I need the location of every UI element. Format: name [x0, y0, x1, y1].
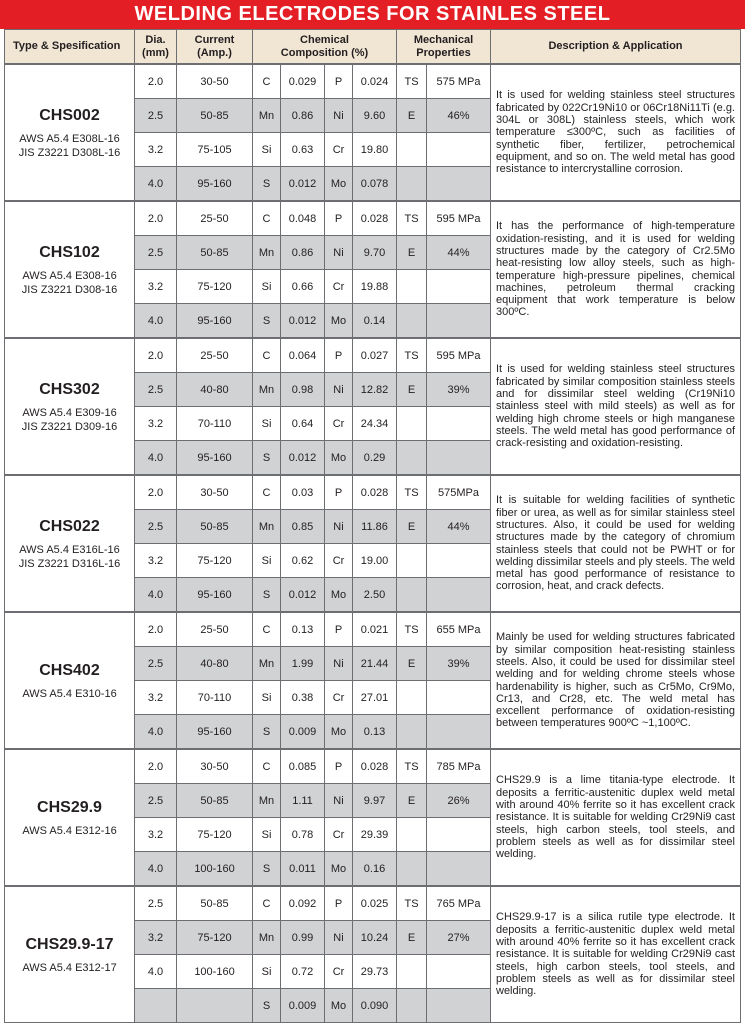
element-1-cell: Mn: [253, 921, 281, 955]
product-block: [4, 749, 741, 886]
diameter-cell: 4.0: [135, 955, 177, 989]
mech-value-cell: 595 MPa: [427, 202, 491, 236]
product-spec: AWS A5.4 E310-16: [22, 687, 117, 700]
diameter-cell: 4.0: [135, 304, 177, 338]
value-2-cell: 29.39: [353, 818, 397, 852]
value-2-cell: 0.078: [353, 167, 397, 201]
diameter-cell: 2.0: [135, 65, 177, 99]
header-current: [177, 30, 253, 64]
diameter-cell: 2.5: [135, 784, 177, 818]
element-2-cell: P: [325, 613, 353, 647]
element-1-cell: S: [253, 715, 281, 749]
mech-value-cell: 595 MPa: [427, 339, 491, 373]
mech-value-cell: [427, 578, 491, 612]
mech-property-cell: E: [397, 647, 427, 681]
product-spec: JIS Z3221 D308L-16: [18, 146, 121, 159]
product-description: It is used for welding stainless steel structures fabricated by similar composition stainless steels and for dissimilar steel welding (Cr19Ni10 stainless steel with mild steels) as well as for welding high chrome steels or high manganese steels. The weld metal has good performance of crack-resisting and oxidation-resisting.: [491, 339, 741, 475]
table-row: [5, 476, 741, 510]
value-1-cell: 0.012: [281, 167, 325, 201]
header-chemical-line1: Chemical: [300, 33, 349, 46]
mech-value-cell: 575MPa: [427, 476, 491, 510]
value-2-cell: 0.028: [353, 202, 397, 236]
mech-value-cell: 27%: [427, 921, 491, 955]
header-mechanical-line1: Mechanical: [413, 33, 474, 46]
mech-property-cell: TS: [397, 202, 427, 236]
mech-value-cell: 44%: [427, 510, 491, 544]
element-1-cell: Mn: [253, 236, 281, 270]
value-2-cell: 0.027: [353, 339, 397, 373]
value-1-cell: 0.03: [281, 476, 325, 510]
element-1-cell: S: [253, 167, 281, 201]
header-dia: [135, 30, 177, 64]
mech-value-cell: [427, 167, 491, 201]
mech-value-cell: 46%: [427, 99, 491, 133]
value-2-cell: 24.34: [353, 407, 397, 441]
mech-property-cell: E: [397, 373, 427, 407]
current-cell: 30-50: [177, 476, 253, 510]
element-1-cell: Si: [253, 818, 281, 852]
element-1-cell: Si: [253, 544, 281, 578]
diameter-cell: 3.2: [135, 681, 177, 715]
diameter-cell: 2.5: [135, 510, 177, 544]
value-1-cell: 0.85: [281, 510, 325, 544]
element-1-cell: C: [253, 750, 281, 784]
value-1-cell: 0.86: [281, 236, 325, 270]
value-1-cell: 0.99: [281, 921, 325, 955]
product-spec: JIS Z3221 D309-16: [21, 420, 118, 433]
mech-property-cell: [397, 715, 427, 749]
table-row: [5, 65, 741, 99]
element-2-cell: Mo: [325, 167, 353, 201]
current-cell: 75-120: [177, 921, 253, 955]
element-1-cell: C: [253, 887, 281, 921]
mech-property-cell: [397, 167, 427, 201]
current-cell: 75-105: [177, 133, 253, 167]
value-2-cell: 29.73: [353, 955, 397, 989]
element-2-cell: Mo: [325, 304, 353, 338]
current-cell: 50-85: [177, 510, 253, 544]
element-1-cell: C: [253, 476, 281, 510]
mech-property-cell: E: [397, 510, 427, 544]
mech-value-cell: 785 MPa: [427, 750, 491, 784]
product-spec: JIS Z3221 D316L-16: [18, 557, 121, 570]
value-1-cell: 0.72: [281, 955, 325, 989]
header-type-spec: Type & Spesification: [5, 30, 135, 64]
value-2-cell: 0.025: [353, 887, 397, 921]
element-2-cell: Mo: [325, 989, 353, 1023]
product-name: CHS29.9-17: [25, 935, 114, 953]
product-block: [4, 475, 741, 612]
value-1-cell: 0.64: [281, 407, 325, 441]
diameter-cell: 2.0: [135, 476, 177, 510]
diameter-cell: 3.2: [135, 818, 177, 852]
mech-value-cell: [427, 407, 491, 441]
diameter-cell: 4.0: [135, 852, 177, 886]
element-1-cell: Mn: [253, 647, 281, 681]
product-block: [4, 201, 741, 338]
header-dia-line1: Dia.: [145, 33, 166, 46]
element-2-cell: Ni: [325, 99, 353, 133]
mech-property-cell: TS: [397, 750, 427, 784]
product-description: CHS29.9 is a lime titania-type electrode. It deposits a ferritic-austenitic duplex weld metal with around 40% ferrite so it has excellent crack resistance. It is suitable for welding Cr29Ni9 cast steels, high carbon steels, tool steels, and problem steels as well as for dissimilar steel welding.: [491, 750, 741, 886]
table-row: [5, 613, 741, 647]
diameter-cell: 4.0: [135, 578, 177, 612]
mech-value-cell: [427, 818, 491, 852]
mech-value-cell: [427, 715, 491, 749]
header-description: Description & Application: [491, 30, 741, 64]
value-2-cell: 12.82: [353, 373, 397, 407]
product-spec: AWS A5.4 E316L-16: [19, 543, 120, 556]
product-type-cell: [5, 339, 135, 475]
diameter-cell: 4.0: [135, 441, 177, 475]
current-cell: 95-160: [177, 167, 253, 201]
header-chemical: [253, 30, 397, 64]
current-cell: [177, 989, 253, 1023]
element-2-cell: Ni: [325, 373, 353, 407]
current-cell: 50-85: [177, 784, 253, 818]
value-2-cell: 11.86: [353, 510, 397, 544]
diameter-cell: 2.5: [135, 647, 177, 681]
current-cell: 75-120: [177, 270, 253, 304]
value-2-cell: 19.88: [353, 270, 397, 304]
value-2-cell: 19.00: [353, 544, 397, 578]
product-name: CHS29.9: [37, 798, 102, 816]
element-2-cell: P: [325, 65, 353, 99]
current-cell: 50-85: [177, 887, 253, 921]
product-description: It is suitable for welding facilities of synthetic fiber or urea, as well as for similar stainless steel structures. Also, it could be used for welding structures made by the category of chromium stainless steels that could not be PWHT or for welding dissimilar steels and ply steels. The weld metal has good performance of resistance to corrosion, heat, and crack defects.: [491, 476, 741, 612]
product-block: [4, 64, 741, 201]
value-1-cell: 0.009: [281, 715, 325, 749]
value-1-cell: 0.63: [281, 133, 325, 167]
value-1-cell: 0.011: [281, 852, 325, 886]
value-2-cell: 19.80: [353, 133, 397, 167]
product-description: CHS29.9-17 is a silica rutile type electrode. It deposits a ferritic-austenitic duplex weld metal with around 40% ferrite so it has excellent crack resistance. It is suitable for welding Cr29Ni9 cast steels, high carbon steels, tool steels, and problem steels as well as for dissimilar steel welding.: [491, 887, 741, 1023]
value-1-cell: 0.064: [281, 339, 325, 373]
element-2-cell: Ni: [325, 784, 353, 818]
value-2-cell: 0.13: [353, 715, 397, 749]
current-cell: 95-160: [177, 715, 253, 749]
header-dia-line2: (mm): [142, 46, 169, 59]
element-2-cell: Mo: [325, 578, 353, 612]
product-name: CHS002: [39, 106, 100, 124]
mech-value-cell: [427, 544, 491, 578]
value-1-cell: 0.98: [281, 373, 325, 407]
element-2-cell: Ni: [325, 236, 353, 270]
diameter-cell: 3.2: [135, 133, 177, 167]
product-description: Mainly be used for welding structures fabricated by similar composition heat-resisting stainless steels. Also, it could be used for dissimilar steel welding and for welding chrome steels whose hardenability is higher, such as Cr5Mo, Cr9Mo, Cr13, and Cr28, etc. The weld metal has excellent performance of oxidation-resisting between temperatures 900ºC ~1,100ºC.: [491, 613, 741, 749]
element-2-cell: Mo: [325, 715, 353, 749]
value-2-cell: 27.01: [353, 681, 397, 715]
diameter-cell: 2.0: [135, 750, 177, 784]
value-2-cell: 21.44: [353, 647, 397, 681]
element-2-cell: Cr: [325, 133, 353, 167]
value-2-cell: 0.29: [353, 441, 397, 475]
mech-property-cell: TS: [397, 476, 427, 510]
element-1-cell: Si: [253, 270, 281, 304]
diameter-cell: 2.0: [135, 339, 177, 373]
current-cell: 70-110: [177, 407, 253, 441]
element-1-cell: S: [253, 989, 281, 1023]
value-1-cell: 0.012: [281, 441, 325, 475]
value-2-cell: 0.028: [353, 476, 397, 510]
element-1-cell: Si: [253, 681, 281, 715]
element-1-cell: Mn: [253, 373, 281, 407]
product-type-cell: [5, 202, 135, 338]
value-1-cell: 0.029: [281, 65, 325, 99]
value-2-cell: 9.70: [353, 236, 397, 270]
element-2-cell: Ni: [325, 510, 353, 544]
mech-property-cell: E: [397, 784, 427, 818]
current-cell: 40-80: [177, 373, 253, 407]
value-1-cell: 0.012: [281, 578, 325, 612]
mech-value-cell: [427, 681, 491, 715]
element-2-cell: Cr: [325, 681, 353, 715]
header-current-line2: (Amp.): [197, 46, 232, 59]
header-chemical-line2: Composition (%): [280, 46, 369, 59]
mech-value-cell: [427, 955, 491, 989]
current-cell: 30-50: [177, 750, 253, 784]
element-2-cell: P: [325, 887, 353, 921]
element-1-cell: Si: [253, 133, 281, 167]
product-spec: JIS Z3221 D308-16: [21, 283, 118, 296]
value-1-cell: 0.38: [281, 681, 325, 715]
element-1-cell: Mn: [253, 510, 281, 544]
current-cell: 100-160: [177, 955, 253, 989]
mech-property-cell: [397, 304, 427, 338]
element-1-cell: S: [253, 578, 281, 612]
page-title: WELDING ELECTRODES FOR STAINLES STEEL: [0, 0, 745, 29]
element-1-cell: S: [253, 304, 281, 338]
product-spec: AWS A5.4 E312-16: [22, 824, 117, 837]
element-2-cell: Cr: [325, 818, 353, 852]
product-name: CHS402: [39, 661, 100, 679]
mech-value-cell: 39%: [427, 373, 491, 407]
product-spec: AWS A5.4 E308L-16: [19, 132, 120, 145]
header-mechanical: [397, 30, 491, 64]
table-row: [5, 339, 741, 373]
element-2-cell: Mo: [325, 852, 353, 886]
mech-value-cell: 575 MPa: [427, 65, 491, 99]
diameter-cell: 3.2: [135, 544, 177, 578]
product-name: CHS022: [39, 517, 100, 535]
element-2-cell: P: [325, 202, 353, 236]
product-block: [4, 338, 741, 475]
mech-value-cell: [427, 304, 491, 338]
value-1-cell: 0.62: [281, 544, 325, 578]
product-type-cell: [5, 750, 135, 886]
diameter-cell: 2.5: [135, 236, 177, 270]
mech-property-cell: E: [397, 236, 427, 270]
mech-value-cell: 26%: [427, 784, 491, 818]
diameter-cell: 2.0: [135, 202, 177, 236]
element-1-cell: Si: [253, 955, 281, 989]
value-2-cell: 10.24: [353, 921, 397, 955]
mech-value-cell: 655 MPa: [427, 613, 491, 647]
value-2-cell: 0.021: [353, 613, 397, 647]
mech-property-cell: [397, 407, 427, 441]
mech-property-cell: [397, 681, 427, 715]
current-cell: 95-160: [177, 304, 253, 338]
value-2-cell: 0.14: [353, 304, 397, 338]
mech-property-cell: TS: [397, 887, 427, 921]
value-1-cell: 0.092: [281, 887, 325, 921]
mech-value-cell: 39%: [427, 647, 491, 681]
element-1-cell: C: [253, 65, 281, 99]
mech-property-cell: [397, 133, 427, 167]
value-1-cell: 0.085: [281, 750, 325, 784]
mech-value-cell: [427, 270, 491, 304]
product-description: It has the performance of high-temperature oxidation-resisting, and it is used for welding structures made by the category of Cr2.5Mo heat-resisting low alloy steels, such as high-temperature high-pressure pipelines, chemical machines, petroleum thermal cracking equipment that work temperature is below 300ºC.: [491, 202, 741, 338]
element-1-cell: Mn: [253, 784, 281, 818]
value-1-cell: 0.012: [281, 304, 325, 338]
current-cell: 50-85: [177, 236, 253, 270]
value-2-cell: 9.60: [353, 99, 397, 133]
current-cell: 95-160: [177, 441, 253, 475]
mech-value-cell: [427, 989, 491, 1023]
mech-property-cell: [397, 270, 427, 304]
product-spec: AWS A5.4 E309-16: [22, 406, 117, 419]
value-1-cell: 0.66: [281, 270, 325, 304]
value-1-cell: 0.13: [281, 613, 325, 647]
current-cell: 100-160: [177, 852, 253, 886]
value-1-cell: 0.86: [281, 99, 325, 133]
value-1-cell: 0.048: [281, 202, 325, 236]
product-type-cell: [5, 887, 135, 1023]
diameter-cell: 2.5: [135, 99, 177, 133]
element-2-cell: Cr: [325, 407, 353, 441]
mech-value-cell: [427, 852, 491, 886]
value-2-cell: 2.50: [353, 578, 397, 612]
current-cell: 25-50: [177, 613, 253, 647]
diameter-cell: 3.2: [135, 407, 177, 441]
diameter-cell: 4.0: [135, 715, 177, 749]
table-row: [5, 887, 741, 921]
current-cell: 40-80: [177, 647, 253, 681]
mech-property-cell: TS: [397, 613, 427, 647]
element-1-cell: S: [253, 852, 281, 886]
element-2-cell: P: [325, 339, 353, 373]
current-cell: 95-160: [177, 578, 253, 612]
product-spec: AWS A5.4 E308-16: [22, 269, 117, 282]
diameter-cell: 3.2: [135, 921, 177, 955]
element-2-cell: Cr: [325, 544, 353, 578]
element-1-cell: S: [253, 441, 281, 475]
mech-value-cell: [427, 441, 491, 475]
value-2-cell: 0.090: [353, 989, 397, 1023]
element-2-cell: P: [325, 476, 353, 510]
header-current-line1: Current: [194, 33, 235, 46]
diameter-cell: 2.5: [135, 887, 177, 921]
mech-property-cell: [397, 578, 427, 612]
value-2-cell: 0.16: [353, 852, 397, 886]
element-1-cell: C: [253, 202, 281, 236]
mech-property-cell: [397, 955, 427, 989]
value-2-cell: 0.028: [353, 750, 397, 784]
product-type-cell: [5, 476, 135, 612]
value-2-cell: 0.024: [353, 65, 397, 99]
mech-value-cell: 765 MPa: [427, 887, 491, 921]
current-cell: 50-85: [177, 99, 253, 133]
diameter-cell: 2.0: [135, 613, 177, 647]
element-2-cell: Cr: [325, 270, 353, 304]
element-2-cell: P: [325, 750, 353, 784]
current-cell: 75-120: [177, 544, 253, 578]
diameter-cell: 2.5: [135, 373, 177, 407]
mech-property-cell: TS: [397, 339, 427, 373]
product-type-cell: [5, 65, 135, 201]
product-description: It is used for welding stainless steel structures fabricated by 022Cr19Ni10 or 06Cr18Ni11Ti (e.g. 304L or 308L) stainless steels, which work temperature ≤300ºC, such as facilities of synthetic fiber, fertilizer, petrochemical equipment, and so on. The weld metal has good resistance to intercrystalline corrosion.: [491, 65, 741, 201]
diameter-cell: 4.0: [135, 167, 177, 201]
element-1-cell: Si: [253, 407, 281, 441]
mech-property-cell: [397, 544, 427, 578]
element-1-cell: C: [253, 613, 281, 647]
header-mechanical-line2: Properties: [416, 46, 471, 59]
mech-property-cell: [397, 818, 427, 852]
table-header: [4, 29, 741, 64]
product-name: CHS302: [39, 380, 100, 398]
diameter-cell: [135, 989, 177, 1023]
current-cell: 25-50: [177, 339, 253, 373]
current-cell: 25-50: [177, 202, 253, 236]
product-spec: AWS A5.4 E312-17: [22, 961, 117, 974]
mech-property-cell: [397, 441, 427, 475]
element-2-cell: Ni: [325, 647, 353, 681]
product-block: [4, 886, 741, 1023]
mech-value-cell: 44%: [427, 236, 491, 270]
table-row: [5, 750, 741, 784]
current-cell: 75-120: [177, 818, 253, 852]
mech-property-cell: TS: [397, 65, 427, 99]
element-2-cell: Ni: [325, 921, 353, 955]
mech-property-cell: [397, 989, 427, 1023]
mech-value-cell: [427, 133, 491, 167]
mech-property-cell: E: [397, 99, 427, 133]
current-cell: 30-50: [177, 65, 253, 99]
diameter-cell: 3.2: [135, 270, 177, 304]
value-1-cell: 0.009: [281, 989, 325, 1023]
element-2-cell: Mo: [325, 441, 353, 475]
element-2-cell: Cr: [325, 955, 353, 989]
value-1-cell: 1.11: [281, 784, 325, 818]
product-name: CHS102: [39, 243, 100, 261]
current-cell: 70-110: [177, 681, 253, 715]
table-row: [5, 202, 741, 236]
mech-property-cell: [397, 852, 427, 886]
element-1-cell: C: [253, 339, 281, 373]
value-1-cell: 0.78: [281, 818, 325, 852]
element-1-cell: Mn: [253, 99, 281, 133]
value-1-cell: 1.99: [281, 647, 325, 681]
mech-property-cell: E: [397, 921, 427, 955]
value-2-cell: 9.97: [353, 784, 397, 818]
product-block: [4, 612, 741, 749]
product-type-cell: [5, 613, 135, 749]
